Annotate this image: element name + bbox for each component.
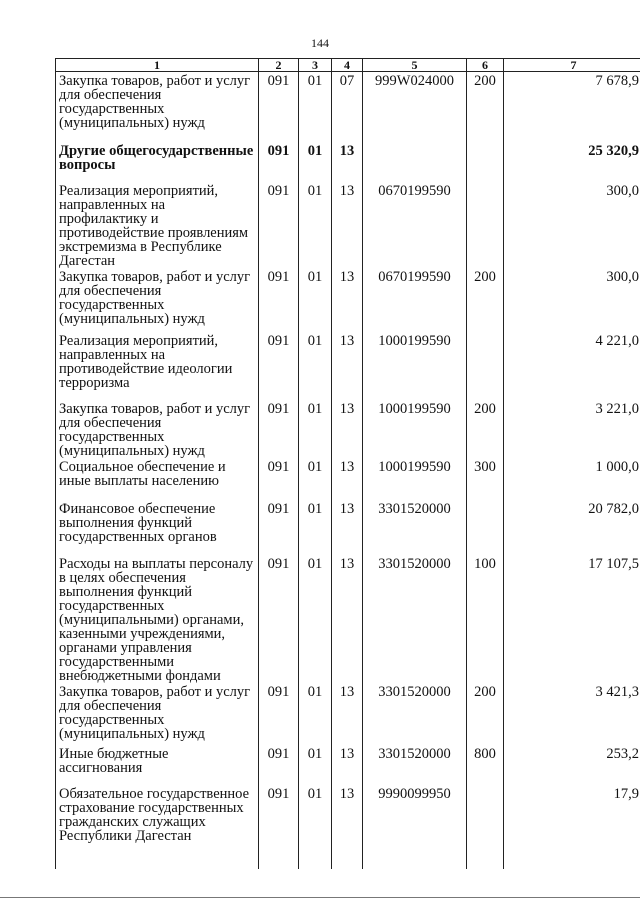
row-amount: 300,0 xyxy=(504,268,640,332)
row-amount: 3 421,3 xyxy=(504,683,640,745)
row-target-code: 1000199590 xyxy=(363,332,467,400)
row-target-code: 9990099950 xyxy=(363,785,467,869)
row-ministry-code: 091 xyxy=(259,332,299,400)
row-subsection-code: 13 xyxy=(332,268,363,332)
row-expense-type xyxy=(467,182,504,268)
row-expense-type xyxy=(467,332,504,400)
table-row xyxy=(56,458,640,500)
column-header-4: 4 xyxy=(332,59,363,72)
table-row xyxy=(56,745,640,785)
budget-table xyxy=(55,58,640,869)
table-row xyxy=(56,182,640,268)
row-ministry-code: 091 xyxy=(259,142,299,182)
row-target-code xyxy=(363,142,467,182)
row-name: Иные бюджетные ассигнования xyxy=(56,745,259,785)
row-subsection-code: 13 xyxy=(332,683,363,745)
row-target-code: 999W024000 xyxy=(363,72,467,142)
table-row xyxy=(56,142,640,182)
row-subsection-code: 13 xyxy=(332,332,363,400)
row-expense-type: 300 xyxy=(467,458,504,500)
row-subsection-code: 13 xyxy=(332,142,363,182)
row-ministry-code: 091 xyxy=(259,400,299,458)
row-name: Закупка товаров, работ и услуг для обеспечения государственных (муниципальных) нужд xyxy=(56,72,259,142)
row-ministry-code: 091 xyxy=(259,458,299,500)
row-subsection-code: 13 xyxy=(332,182,363,268)
row-target-code: 1000199590 xyxy=(363,458,467,500)
row-subsection-code: 13 xyxy=(332,500,363,555)
row-expense-type: 200 xyxy=(467,268,504,332)
row-name: Социальное обеспечение и иные выплаты населению xyxy=(56,458,259,500)
row-amount: 3 221,0 xyxy=(504,400,640,458)
row-amount: 1 000,0 xyxy=(504,458,640,500)
row-section-code: 01 xyxy=(299,268,332,332)
row-section-code: 01 xyxy=(299,458,332,500)
row-subsection-code: 13 xyxy=(332,400,363,458)
row-subsection-code: 13 xyxy=(332,555,363,683)
row-section-code: 01 xyxy=(299,500,332,555)
row-expense-type: 200 xyxy=(467,400,504,458)
row-name: Другие общегосударственные вопросы xyxy=(56,142,259,182)
row-section-code: 01 xyxy=(299,745,332,785)
page-bottom-rule xyxy=(0,897,640,898)
column-header-2: 2 xyxy=(259,59,299,72)
row-target-code: 3301520000 xyxy=(363,745,467,785)
row-ministry-code: 091 xyxy=(259,72,299,142)
row-amount: 17 107,5 xyxy=(504,555,640,683)
row-expense-type xyxy=(467,500,504,555)
row-target-code: 1000199590 xyxy=(363,400,467,458)
row-section-code: 01 xyxy=(299,683,332,745)
row-section-code: 01 xyxy=(299,142,332,182)
row-name: Реализация мероприятий, направленных на профилактику и противодействие проявлениям экстремизма в Республике Дагестан xyxy=(56,182,259,268)
table-row xyxy=(56,332,640,400)
column-header-5: 5 xyxy=(363,59,467,72)
column-header-3: 3 xyxy=(299,59,332,72)
table-row xyxy=(56,500,640,555)
row-section-code: 01 xyxy=(299,555,332,683)
row-subsection-code: 13 xyxy=(332,458,363,500)
row-subsection-code: 13 xyxy=(332,745,363,785)
row-expense-type: 800 xyxy=(467,745,504,785)
row-name: Обязательное государственное страхование государственных гражданских служащих Республики Дагестан xyxy=(56,785,259,869)
table-row xyxy=(56,785,640,869)
row-section-code: 01 xyxy=(299,400,332,458)
row-ministry-code: 091 xyxy=(259,745,299,785)
row-name: Расходы на выплаты персоналу в целях обеспечения выполнения функций государственных (муниципальными) органами, казенными учреждениями, органами управления государственными внебюджетными фондами xyxy=(56,555,259,683)
row-subsection-code: 13 xyxy=(332,785,363,869)
row-amount: 20 782,0 xyxy=(504,500,640,555)
row-amount: 253,2 xyxy=(504,745,640,785)
row-subsection-code: 07 xyxy=(332,72,363,142)
row-amount: 4 221,0 xyxy=(504,332,640,400)
row-ministry-code: 091 xyxy=(259,683,299,745)
row-name: Закупка товаров, работ и услуг для обеспечения государственных (муниципальных) нужд xyxy=(56,268,259,332)
row-ministry-code: 091 xyxy=(259,268,299,332)
row-expense-type: 100 xyxy=(467,555,504,683)
row-section-code: 01 xyxy=(299,332,332,400)
row-expense-type xyxy=(467,142,504,182)
column-header-7: 7 xyxy=(504,59,640,72)
row-expense-type: 200 xyxy=(467,72,504,142)
column-header-6: 6 xyxy=(467,59,504,72)
row-name: Закупка товаров, работ и услуг для обеспечения государственных (муниципальных) нужд xyxy=(56,683,259,745)
table-header xyxy=(56,59,640,72)
column-header-1: 1 xyxy=(56,59,259,72)
row-target-code: 3301520000 xyxy=(363,683,467,745)
row-target-code: 3301520000 xyxy=(363,500,467,555)
row-amount: 17,9 xyxy=(504,785,640,869)
table-row xyxy=(56,555,640,683)
table-row xyxy=(56,268,640,332)
row-ministry-code: 091 xyxy=(259,555,299,683)
table-row xyxy=(56,683,640,745)
row-ministry-code: 091 xyxy=(259,785,299,869)
row-ministry-code: 091 xyxy=(259,182,299,268)
row-target-code: 3301520000 xyxy=(363,555,467,683)
row-amount: 7 678,9 xyxy=(504,72,640,142)
table-row xyxy=(56,72,640,142)
row-name: Финансовое обеспечение выполнения функций государственных органов xyxy=(56,500,259,555)
row-expense-type: 200 xyxy=(467,683,504,745)
row-expense-type xyxy=(467,785,504,869)
row-amount: 300,0 xyxy=(504,182,640,268)
page-number: 144 xyxy=(311,36,329,50)
row-name: Реализация мероприятий, направленных на противодействие идеологии терроризма xyxy=(56,332,259,400)
row-target-code: 0670199590 xyxy=(363,182,467,268)
row-section-code: 01 xyxy=(299,182,332,268)
row-section-code: 01 xyxy=(299,72,332,142)
row-name: Закупка товаров, работ и услуг для обеспечения государственных (муниципальных) нужд xyxy=(56,400,259,458)
row-ministry-code: 091 xyxy=(259,500,299,555)
table-body xyxy=(56,72,640,869)
row-amount: 25 320,9 xyxy=(504,142,640,182)
row-target-code: 0670199590 xyxy=(363,268,467,332)
row-section-code: 01 xyxy=(299,785,332,869)
table-row xyxy=(56,400,640,458)
